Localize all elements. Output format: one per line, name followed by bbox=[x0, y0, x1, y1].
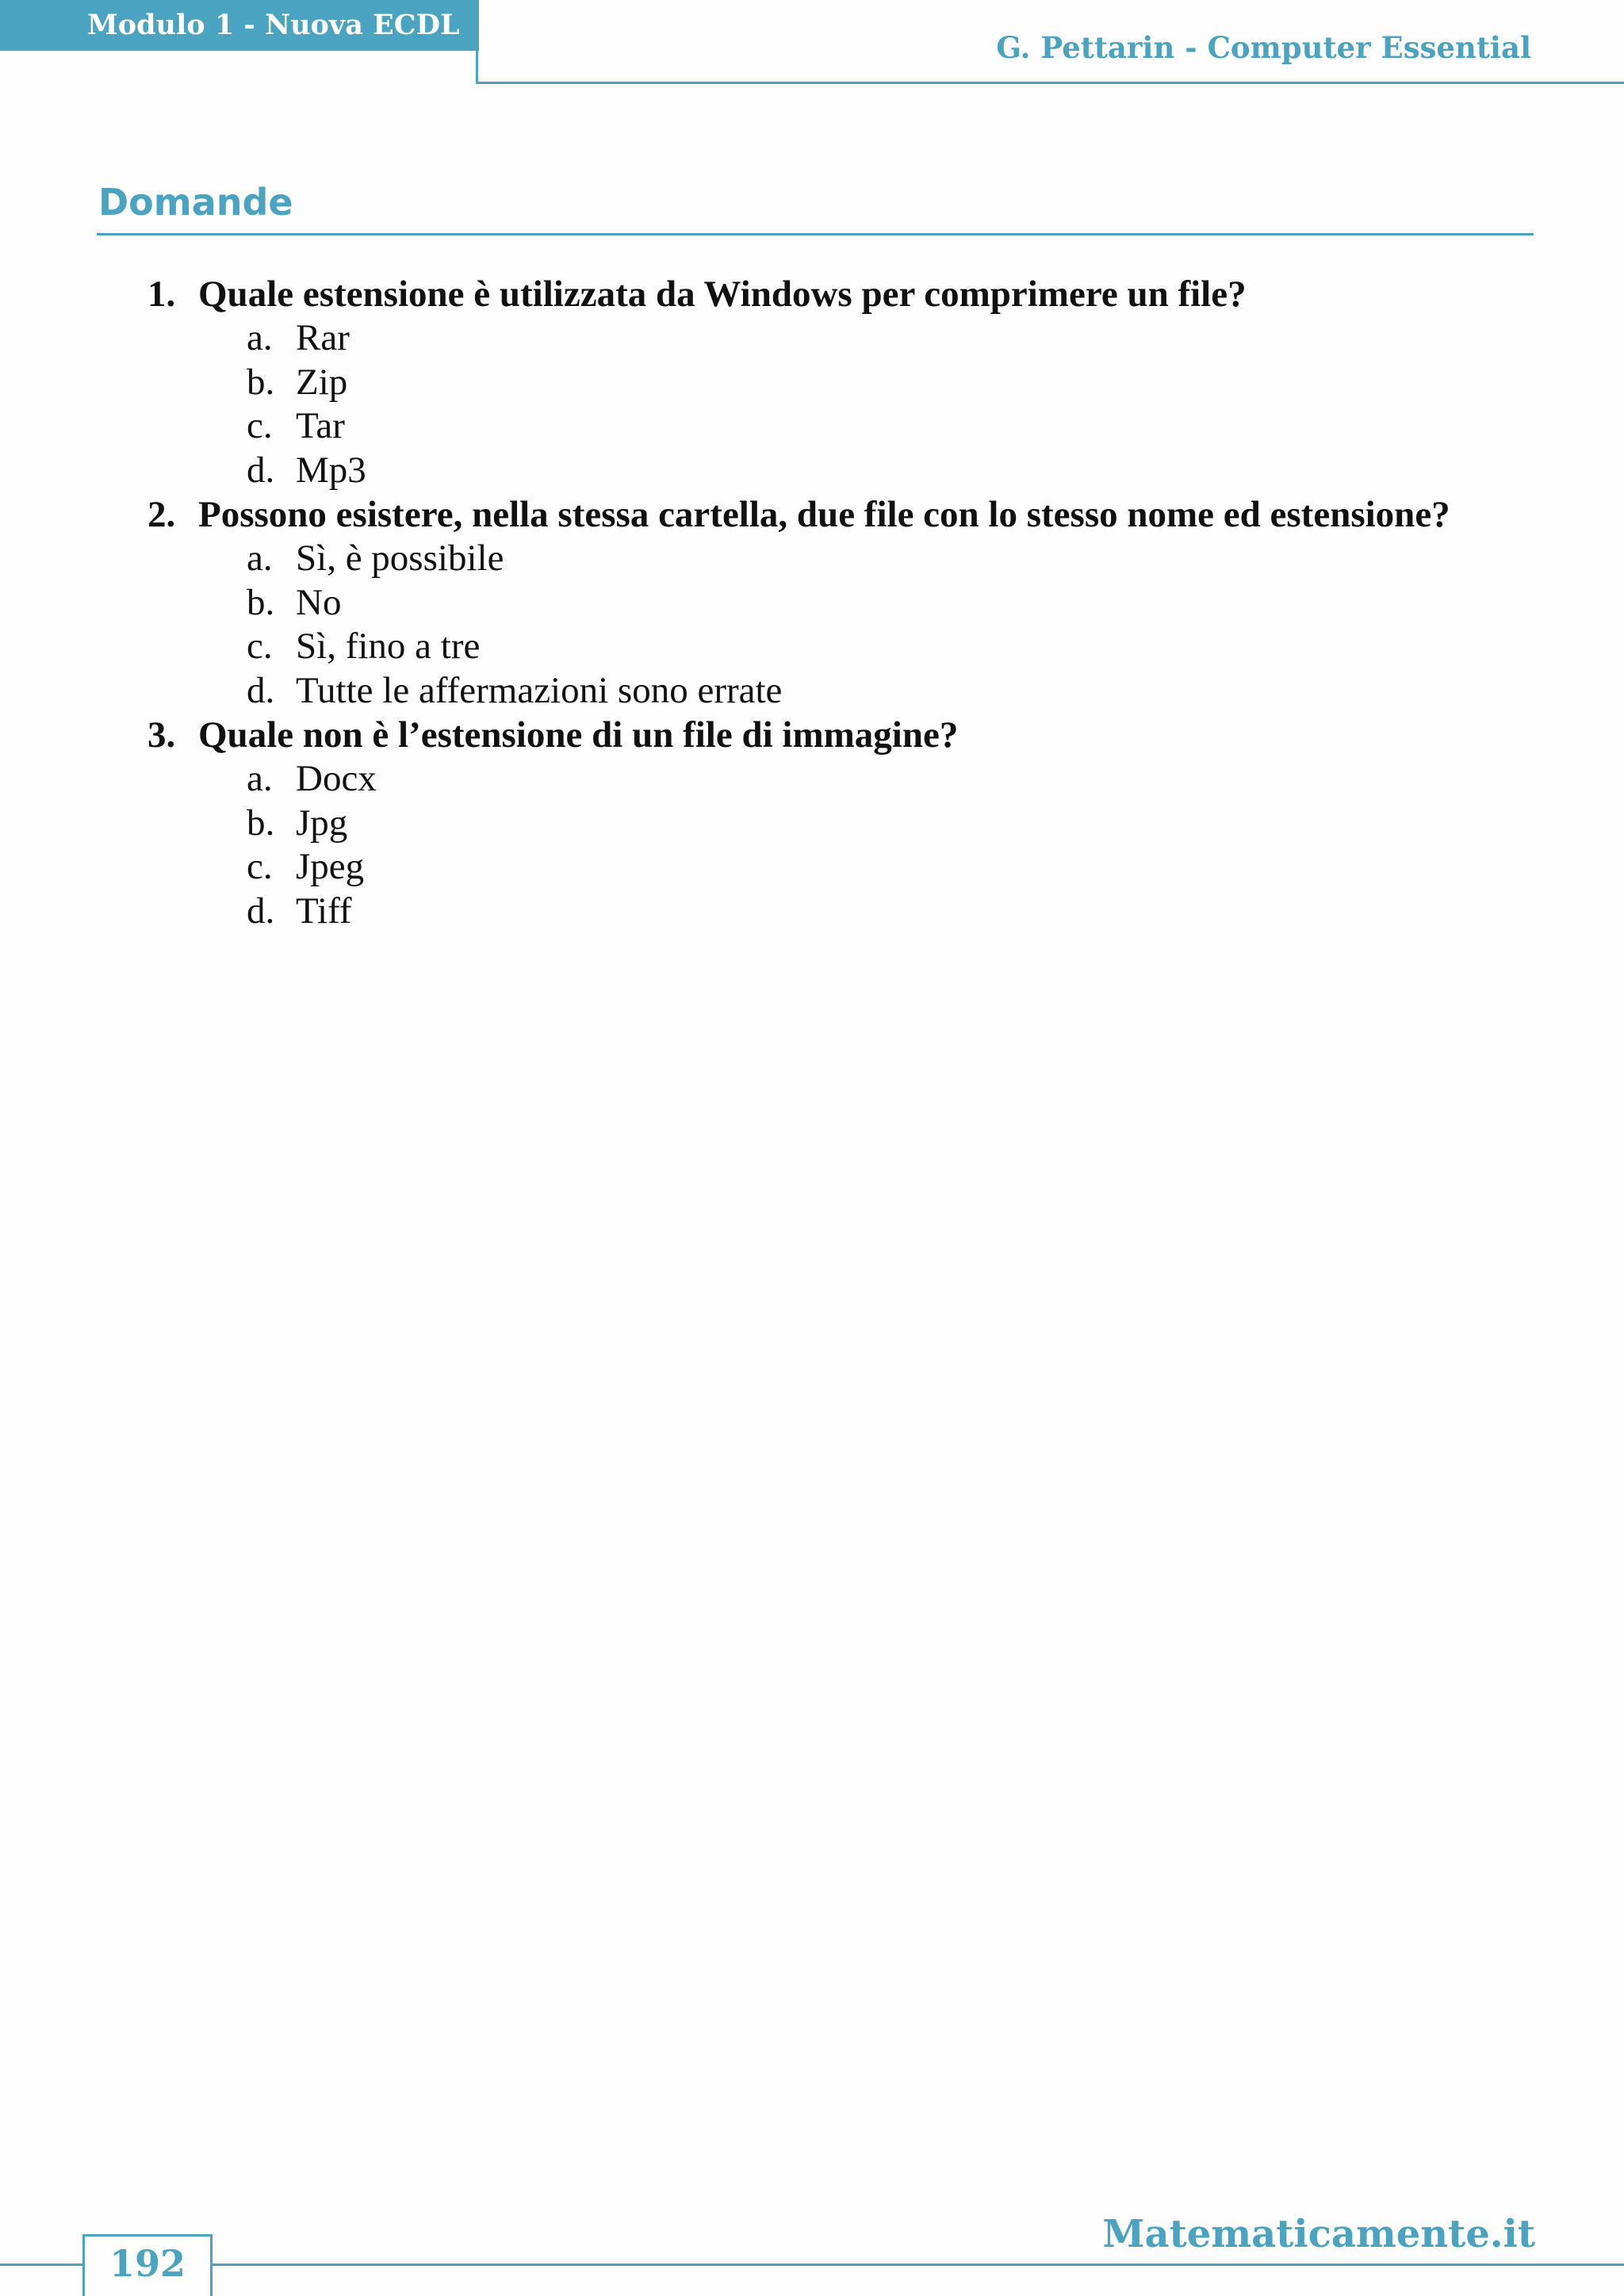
section-rule bbox=[97, 233, 1534, 235]
question-number: 2. bbox=[147, 494, 176, 535]
question-line bbox=[147, 713, 1543, 757]
answer-option bbox=[147, 581, 1543, 626]
book-title: G. Pettarin - Computer Essential bbox=[996, 30, 1531, 65]
answer-option bbox=[147, 625, 1543, 669]
question-text: Quale estensione è utilizzata da Windows per comprimere un file? bbox=[198, 274, 1247, 315]
answer-text: Zip bbox=[296, 361, 348, 403]
header-divider-horizontal bbox=[476, 82, 1624, 84]
page-number: 192 bbox=[109, 2242, 186, 2285]
answer-option bbox=[147, 845, 1543, 890]
answer-text: No bbox=[296, 581, 342, 623]
question-list bbox=[147, 272, 1543, 933]
answer-text: Docx bbox=[296, 758, 377, 799]
answer-letter: b. bbox=[247, 581, 275, 623]
answer-letter: d. bbox=[247, 449, 275, 491]
answer-text: Jpeg bbox=[296, 846, 365, 887]
question-item bbox=[147, 272, 1543, 492]
answer-letter: d. bbox=[247, 669, 275, 711]
answer-letter: c. bbox=[247, 846, 273, 887]
answer-option bbox=[147, 449, 1543, 493]
answer-letter: a. bbox=[247, 758, 273, 799]
question-line bbox=[147, 492, 1543, 537]
answer-option bbox=[147, 757, 1543, 802]
answer-letter: b. bbox=[247, 802, 275, 844]
question-item bbox=[147, 713, 1543, 933]
site-name: Matematicamente.it bbox=[1102, 2212, 1535, 2256]
header-divider-vertical bbox=[476, 0, 478, 84]
question-text: Quale non è l’estensione di un file di immagine? bbox=[198, 714, 959, 756]
answer-text: Jpg bbox=[296, 802, 348, 844]
answer-text: Tiff bbox=[296, 890, 352, 932]
answer-option bbox=[147, 316, 1543, 361]
answer-text: Sì, è possibile bbox=[296, 538, 504, 579]
footer-rule bbox=[0, 2263, 1624, 2266]
answer-letter: a. bbox=[247, 538, 273, 579]
answer-text: Rar bbox=[296, 317, 350, 358]
answer-option bbox=[147, 404, 1543, 449]
question-item bbox=[147, 492, 1543, 713]
answer-option bbox=[147, 669, 1543, 714]
answer-option bbox=[147, 890, 1543, 934]
answer-option bbox=[147, 537, 1543, 581]
question-text: Possono esistere, nella stessa cartella, due file con lo stesso nome ed estensione? bbox=[198, 494, 1450, 535]
section-title: Domande bbox=[98, 181, 293, 224]
answer-letter: d. bbox=[247, 890, 275, 932]
answer-letter: c. bbox=[247, 626, 273, 667]
answer-text: Sì, fino a tre bbox=[296, 626, 481, 667]
answer-text: Tar bbox=[296, 405, 345, 446]
answer-option bbox=[147, 361, 1543, 405]
answer-option bbox=[147, 802, 1543, 846]
answer-text: Tutte le affermazioni sono errate bbox=[296, 669, 783, 711]
answer-letter: c. bbox=[247, 405, 273, 446]
module-label: Modulo 1 - Nuova ECDL bbox=[0, 0, 479, 51]
question-line bbox=[147, 272, 1543, 316]
answer-letter: b. bbox=[247, 361, 275, 403]
question-number: 3. bbox=[147, 714, 176, 756]
answer-text: Mp3 bbox=[296, 449, 366, 491]
answer-letter: a. bbox=[247, 317, 273, 358]
question-number: 1. bbox=[147, 274, 176, 315]
